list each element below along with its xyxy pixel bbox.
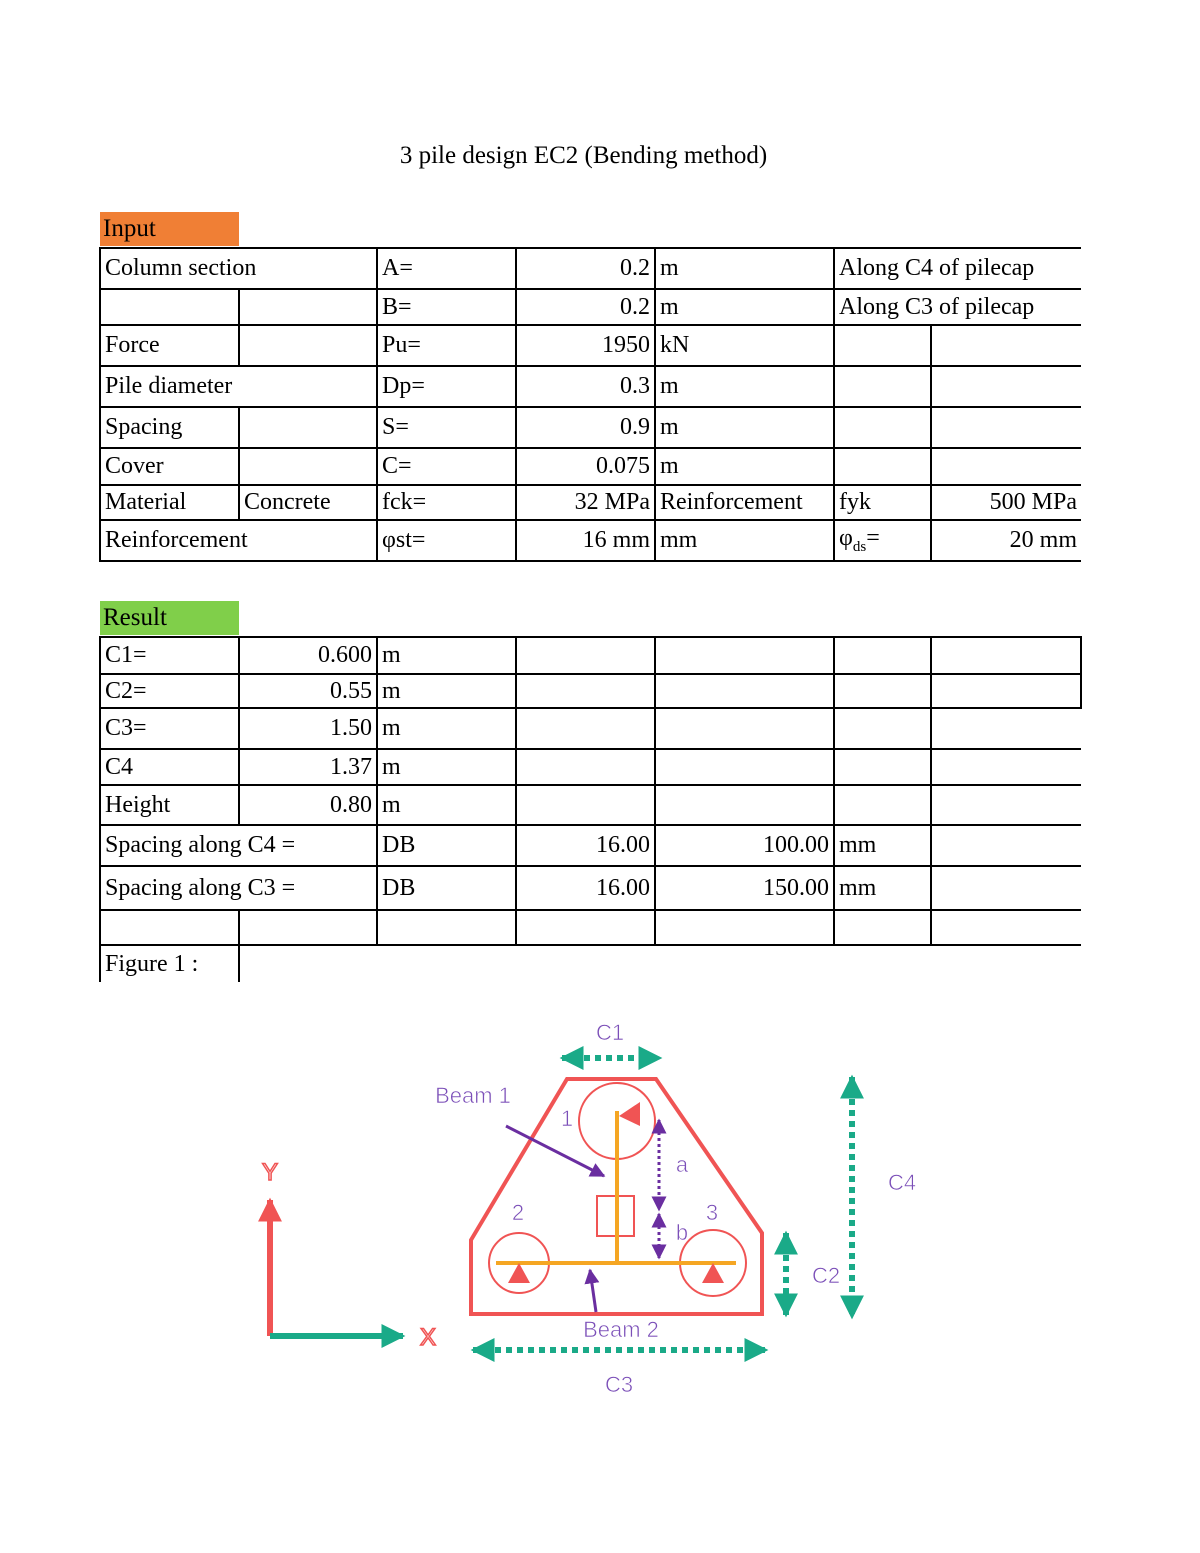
cell-label: C1= xyxy=(100,637,239,674)
cell-label: Material xyxy=(100,485,239,520)
cell-empty xyxy=(655,708,834,749)
cell-empty xyxy=(834,637,931,674)
cell-empty xyxy=(100,910,239,945)
cell-unit: m xyxy=(377,674,516,708)
table-row xyxy=(100,248,1081,289)
cell-empty xyxy=(239,448,377,485)
cell-empty xyxy=(100,289,239,325)
cell-unit: kN xyxy=(655,325,834,366)
support-2-triangle xyxy=(508,1263,530,1283)
support-1-triangle xyxy=(619,1102,640,1126)
table-row xyxy=(100,448,1081,485)
cell-material-type: Concrete xyxy=(239,485,377,520)
label-c1: C1 xyxy=(595,1020,625,1045)
cell-value: 0.2 xyxy=(516,289,655,325)
cell-symbol xyxy=(834,520,931,561)
cell-label: Reinforcement xyxy=(655,485,834,520)
cell-value: 0.9 xyxy=(516,407,655,448)
cell-empty xyxy=(931,910,1081,945)
cell-bar-spacing: 150.00 xyxy=(655,866,834,910)
cell-empty xyxy=(516,785,655,825)
cell-value: 1950 xyxy=(516,325,655,366)
table-row xyxy=(100,910,1081,945)
equals-symbol: = xyxy=(866,525,880,552)
cell-symbol: Dp= xyxy=(377,366,516,407)
cell-value: 0.600 xyxy=(239,637,377,674)
cell-bar-diameter: 16.00 xyxy=(516,825,655,866)
cell-label: Spacing xyxy=(100,407,239,448)
cell-empty xyxy=(931,366,1081,407)
label-x-axis: X xyxy=(419,1324,437,1351)
cell-empty xyxy=(931,785,1081,825)
table-row xyxy=(100,637,1081,674)
cell-empty xyxy=(655,674,834,708)
cell-empty xyxy=(931,825,1081,866)
table-row xyxy=(100,749,1081,785)
table-row xyxy=(100,289,1081,325)
cell-empty xyxy=(834,708,931,749)
cell-symbol: S= xyxy=(377,407,516,448)
pile-cap-diagram xyxy=(250,1010,950,1400)
cell-empty xyxy=(834,749,931,785)
cell-empty xyxy=(655,910,834,945)
cell-note: Along C3 of pilecap xyxy=(834,289,1081,325)
table-row xyxy=(100,825,1081,866)
cell-value: 0.2 xyxy=(516,248,655,289)
cell-empty xyxy=(931,866,1081,910)
cell-label: Cover xyxy=(100,448,239,485)
cell-empty xyxy=(655,749,834,785)
table-row xyxy=(100,520,1081,561)
cell-empty xyxy=(834,910,931,945)
table-row xyxy=(100,325,1081,366)
cell-value: 0.55 xyxy=(239,674,377,708)
cell-empty xyxy=(239,325,377,366)
cell-value: 20 mm xyxy=(931,520,1081,561)
cell-bar-type: DB xyxy=(377,825,516,866)
cell-empty xyxy=(931,708,1081,749)
result-section-header: Result xyxy=(100,601,239,635)
label-y-axis: Y xyxy=(261,1159,279,1186)
label-pile-3: 3 xyxy=(705,1200,719,1225)
cell-unit: mm xyxy=(834,866,931,910)
label-pile-2: 2 xyxy=(511,1200,525,1225)
cell-value: 1.37 xyxy=(239,749,377,785)
cell-unit: mm xyxy=(655,520,834,561)
cell-empty xyxy=(931,448,1081,485)
input-section-header: Input xyxy=(100,212,239,246)
cell-value: 500 MPa xyxy=(931,485,1081,520)
label-a: a xyxy=(675,1152,689,1177)
cell-label: Spacing along C4 = xyxy=(100,825,377,866)
beam-1-leader xyxy=(506,1126,604,1176)
cell-symbol: A= xyxy=(377,248,516,289)
cell-symbol: fck= xyxy=(377,485,516,520)
input-table xyxy=(99,247,1081,562)
label-b: b xyxy=(675,1220,689,1245)
cell-unit: m xyxy=(655,289,834,325)
cell-empty xyxy=(834,674,931,708)
cell-value: 0.80 xyxy=(239,785,377,825)
label-c2: C2 xyxy=(811,1263,841,1288)
label-beam-2: Beam 2 xyxy=(583,1317,659,1342)
table-row xyxy=(100,366,1081,407)
cell-empty xyxy=(377,945,1081,982)
table-row xyxy=(100,866,1081,910)
cell-empty xyxy=(834,407,931,448)
cell-bar-diameter: 16.00 xyxy=(516,866,655,910)
cell-empty xyxy=(931,749,1081,785)
cell-empty xyxy=(834,448,931,485)
cell-empty xyxy=(516,708,655,749)
table-row xyxy=(100,674,1081,708)
cell-unit: m xyxy=(377,785,516,825)
phi-subscript: ds xyxy=(852,538,867,555)
table-row xyxy=(100,407,1081,448)
cell-value: 0.075 xyxy=(516,448,655,485)
label-c4: C4 xyxy=(887,1170,917,1195)
cell-empty xyxy=(834,325,931,366)
cell-symbol: C= xyxy=(377,448,516,485)
cell-empty xyxy=(931,407,1081,448)
cell-symbol: φst= xyxy=(377,520,516,561)
cell-value: 16 mm xyxy=(516,520,655,561)
cell-symbol: fyk xyxy=(834,485,931,520)
cell-unit: m xyxy=(377,637,516,674)
result-table xyxy=(99,636,1082,982)
cell-label: Force xyxy=(100,325,239,366)
cell-empty xyxy=(834,366,931,407)
label-pile-1: 1 xyxy=(560,1106,574,1131)
cell-value: 32 MPa xyxy=(516,485,655,520)
cell-label: C4 xyxy=(100,749,239,785)
label-c3: C3 xyxy=(604,1372,634,1397)
cell-empty xyxy=(239,910,377,945)
cell-label: Column section xyxy=(100,248,377,289)
cell-note: Along C4 of pilecap xyxy=(834,248,1081,289)
cell-label: Reinforcement xyxy=(100,520,377,561)
phi-symbol: φ xyxy=(839,525,853,552)
cell-empty xyxy=(239,407,377,448)
cell-symbol: Pu= xyxy=(377,325,516,366)
beam-2-leader xyxy=(590,1270,596,1312)
cell-unit: m xyxy=(655,407,834,448)
table-row xyxy=(100,945,1081,982)
cell-value: 0.3 xyxy=(516,366,655,407)
cell-label: C3= xyxy=(100,708,239,749)
cell-empty xyxy=(931,674,1081,708)
cell-bar-spacing: 100.00 xyxy=(655,825,834,866)
cell-unit: m xyxy=(655,448,834,485)
cell-empty xyxy=(655,785,834,825)
cell-empty xyxy=(655,637,834,674)
cell-value: 1.50 xyxy=(239,708,377,749)
cell-empty xyxy=(239,945,377,982)
cell-label: Spacing along C3 = xyxy=(100,866,377,910)
cell-unit: mm xyxy=(834,825,931,866)
cell-empty xyxy=(516,910,655,945)
cell-label: Height xyxy=(100,785,239,825)
table-row xyxy=(100,485,1081,520)
cell-unit: m xyxy=(655,366,834,407)
cell-empty xyxy=(931,637,1081,674)
cell-empty xyxy=(377,910,516,945)
cell-label: C2= xyxy=(100,674,239,708)
cell-unit: m xyxy=(377,749,516,785)
label-beam-1: Beam 1 xyxy=(435,1083,511,1108)
cell-symbol: B= xyxy=(377,289,516,325)
cell-unit: m xyxy=(377,708,516,749)
table-row xyxy=(100,785,1081,825)
cell-unit: m xyxy=(655,248,834,289)
cell-empty xyxy=(834,785,931,825)
cell-empty xyxy=(239,289,377,325)
page-title: 3 pile design EC2 (Bending method) xyxy=(399,142,768,169)
cell-empty xyxy=(931,325,1081,366)
cell-label: Pile diameter xyxy=(100,366,377,407)
cell-bar-type: DB xyxy=(377,866,516,910)
cell-empty xyxy=(516,749,655,785)
figure-label: Figure 1 : xyxy=(100,945,239,982)
support-3-triangle xyxy=(702,1263,724,1283)
cell-empty xyxy=(516,637,655,674)
cell-empty xyxy=(516,674,655,708)
table-row xyxy=(100,708,1081,749)
